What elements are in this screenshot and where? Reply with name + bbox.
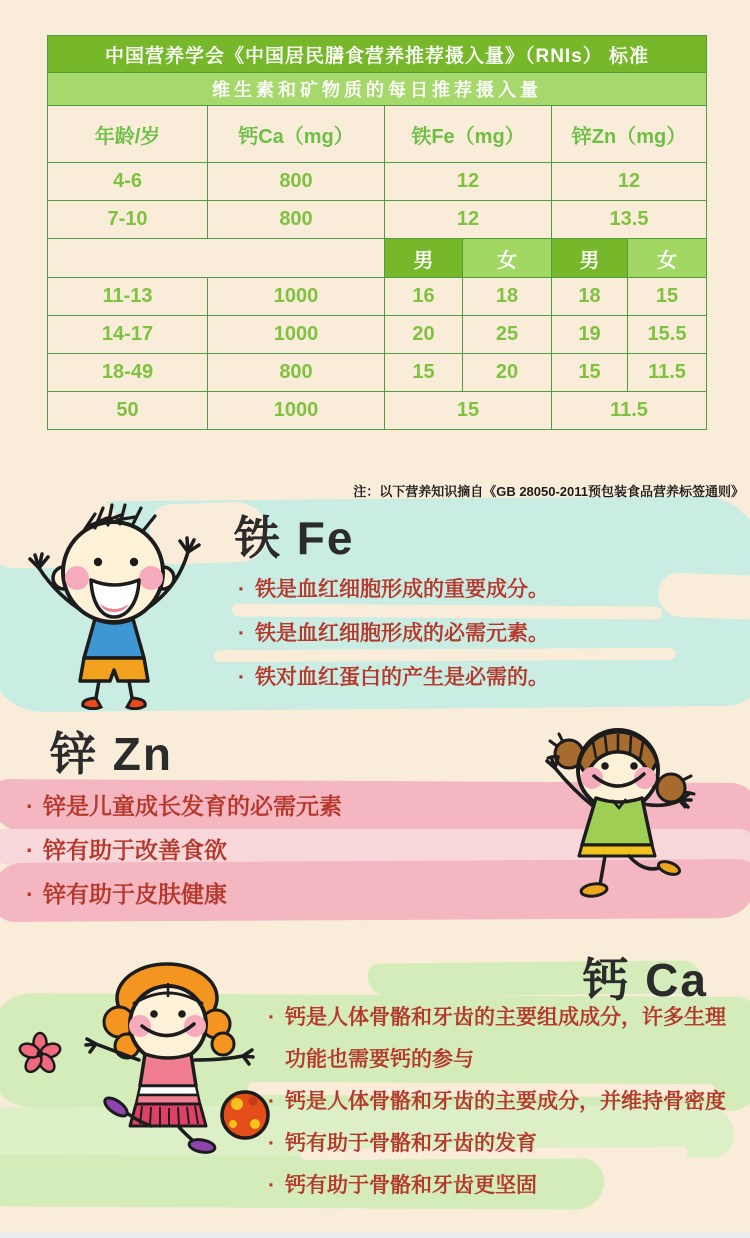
bullet-dot: · xyxy=(238,666,245,689)
zinc-bullet-list xyxy=(26,784,456,916)
bullet-dot: · xyxy=(238,578,245,601)
table-row xyxy=(48,392,707,430)
iron-bullet-list xyxy=(238,568,598,700)
zinc-bullet xyxy=(26,872,456,916)
table-row xyxy=(48,201,707,239)
bullet-dot: · xyxy=(26,837,34,863)
table-subtitle-row xyxy=(48,73,707,106)
cell-age: 18-49 xyxy=(48,354,208,392)
cell-zn-m: 18 xyxy=(552,278,628,316)
col-header-zinc: 锌Zn（mg） xyxy=(552,106,707,163)
gender-female-iron: 女 xyxy=(463,239,552,278)
cell-age: 14-17 xyxy=(48,316,208,354)
zinc-bullet-text: 锌有助于改善食欲 xyxy=(43,837,227,863)
cell-age: 50 xyxy=(48,392,208,430)
table-row xyxy=(48,278,707,316)
table-row xyxy=(48,354,707,392)
calcium-bullet xyxy=(268,1081,730,1123)
cell-zn: 12 xyxy=(552,163,707,201)
cell-zn: 11.5 xyxy=(552,392,707,430)
iron-bullet-text: 铁对血红蛋白的产生是必需的。 xyxy=(255,666,549,689)
cell-fe-f: 25 xyxy=(463,316,552,354)
table-title: 中国营养学会《中国居民膳食营养推荐摄入量》（RNIs） 标准 xyxy=(48,36,707,73)
cheering-boy-illustration xyxy=(15,498,215,710)
brush-gap xyxy=(657,572,750,619)
cell-zn-f: 15 xyxy=(628,278,707,316)
cheering-boy-cartoon xyxy=(15,498,215,710)
iron-bullet xyxy=(238,568,598,612)
calcium-bullet xyxy=(268,1165,730,1207)
bullet-dot: · xyxy=(268,1174,275,1197)
calcium-bullet-list xyxy=(268,997,730,1207)
cell-ca: 1000 xyxy=(208,278,385,316)
cell-fe-f: 20 xyxy=(463,354,552,392)
calcium-bullet xyxy=(268,1123,730,1165)
calcium-bullet xyxy=(268,997,730,1081)
gender-subheader-row xyxy=(48,239,707,278)
zinc-section-title: 锌 Zn xyxy=(50,728,173,780)
cell-fe: 12 xyxy=(385,163,552,201)
zinc-bullet xyxy=(26,828,456,872)
table-title-row xyxy=(48,36,707,73)
boy-shorts xyxy=(80,658,148,681)
flower-doodle-svg xyxy=(18,1030,63,1075)
col-header-iron: 铁Fe（mg） xyxy=(385,106,552,163)
running-girl-cartoon xyxy=(533,704,708,909)
table-row xyxy=(48,163,707,201)
iron-bullet xyxy=(238,656,598,700)
iron-bullet-text: 铁是血红细胞形成的必需元素。 xyxy=(255,622,549,645)
bottom-strip xyxy=(0,1233,750,1238)
cell-ca: 1000 xyxy=(208,392,385,430)
bullet-dot: · xyxy=(238,622,245,645)
iron-section-title: 铁 Fe xyxy=(234,512,355,564)
cell-zn-m: 15 xyxy=(552,354,628,392)
cell-zn-m: 19 xyxy=(552,316,628,354)
zinc-bullet-text: 锌有助于皮肤健康 xyxy=(43,881,227,907)
cell-ca: 800 xyxy=(208,354,385,392)
cell-ca: 800 xyxy=(208,201,385,239)
bullet-dot: · xyxy=(268,1006,275,1029)
cell-fe: 15 xyxy=(385,392,552,430)
col-header-age: 年龄/岁 xyxy=(48,106,208,163)
bullet-dot: · xyxy=(26,793,34,819)
cell-zn-f: 11.5 xyxy=(628,354,707,392)
iron-bullet-text: 铁是血红细胞形成的重要成分。 xyxy=(255,578,549,601)
cell-age: 11-13 xyxy=(48,278,208,316)
cell-fe-m: 20 xyxy=(385,316,463,354)
zinc-bullet xyxy=(26,784,456,828)
girl-dress-top xyxy=(140,1054,196,1086)
col-header-calcium: 钙Ca（mg） xyxy=(208,106,385,163)
cell-fe: 12 xyxy=(385,201,552,239)
cell-zn: 13.5 xyxy=(552,201,707,239)
table-header-row xyxy=(48,106,707,163)
cell-zn-f: 15.5 xyxy=(628,316,707,354)
running-girl-illustration xyxy=(533,704,708,909)
calcium-bullet-text: 钙是人体骨骼和牙齿的主要组成成分，许多生理功能也需要钙的参与 xyxy=(285,1006,726,1071)
bullet-dot: · xyxy=(26,881,34,907)
gender-female-zinc: 女 xyxy=(628,239,707,278)
iron-bullet xyxy=(238,612,598,656)
gender-male-iron: 男 xyxy=(385,239,463,278)
ball xyxy=(222,1092,268,1138)
flower-doodle xyxy=(18,1030,63,1075)
cell-ca: 800 xyxy=(208,163,385,201)
cell-age: 7-10 xyxy=(48,201,208,239)
zinc-bullet-text: 锌是儿童成长发育的必需元素 xyxy=(43,793,342,819)
gender-male-zinc: 男 xyxy=(552,239,628,278)
table-subtitle: 维生素和矿物质的每日推荐摄入量 xyxy=(48,73,707,106)
boy-shirt xyxy=(84,619,144,658)
calcium-bullet-text: 钙有助于骨骼和牙齿更坚固 xyxy=(285,1174,537,1197)
bullet-dot: · xyxy=(268,1090,275,1113)
calcium-bullet-text: 钙有助于骨骼和牙齿的发育 xyxy=(285,1132,537,1155)
cell-fe-m: 15 xyxy=(385,354,463,392)
bullet-dot: · xyxy=(268,1132,275,1155)
cell-fe-m: 16 xyxy=(385,278,463,316)
calcium-section-title: 钙 Ca xyxy=(582,954,708,1006)
cell-age: 4-6 xyxy=(48,163,208,201)
table-row xyxy=(48,316,707,354)
calcium-bullet-text: 钙是人体骨骼和牙齿的主要成分，并维持骨密度 xyxy=(285,1090,726,1113)
rni-table xyxy=(47,35,707,430)
cell-empty xyxy=(48,239,385,278)
cell-fe-f: 18 xyxy=(463,278,552,316)
source-note: 注：以下营养知识摘自《GB 28050-2011预包装食品营养标签通则》 xyxy=(353,484,744,499)
cell-ca: 1000 xyxy=(208,316,385,354)
